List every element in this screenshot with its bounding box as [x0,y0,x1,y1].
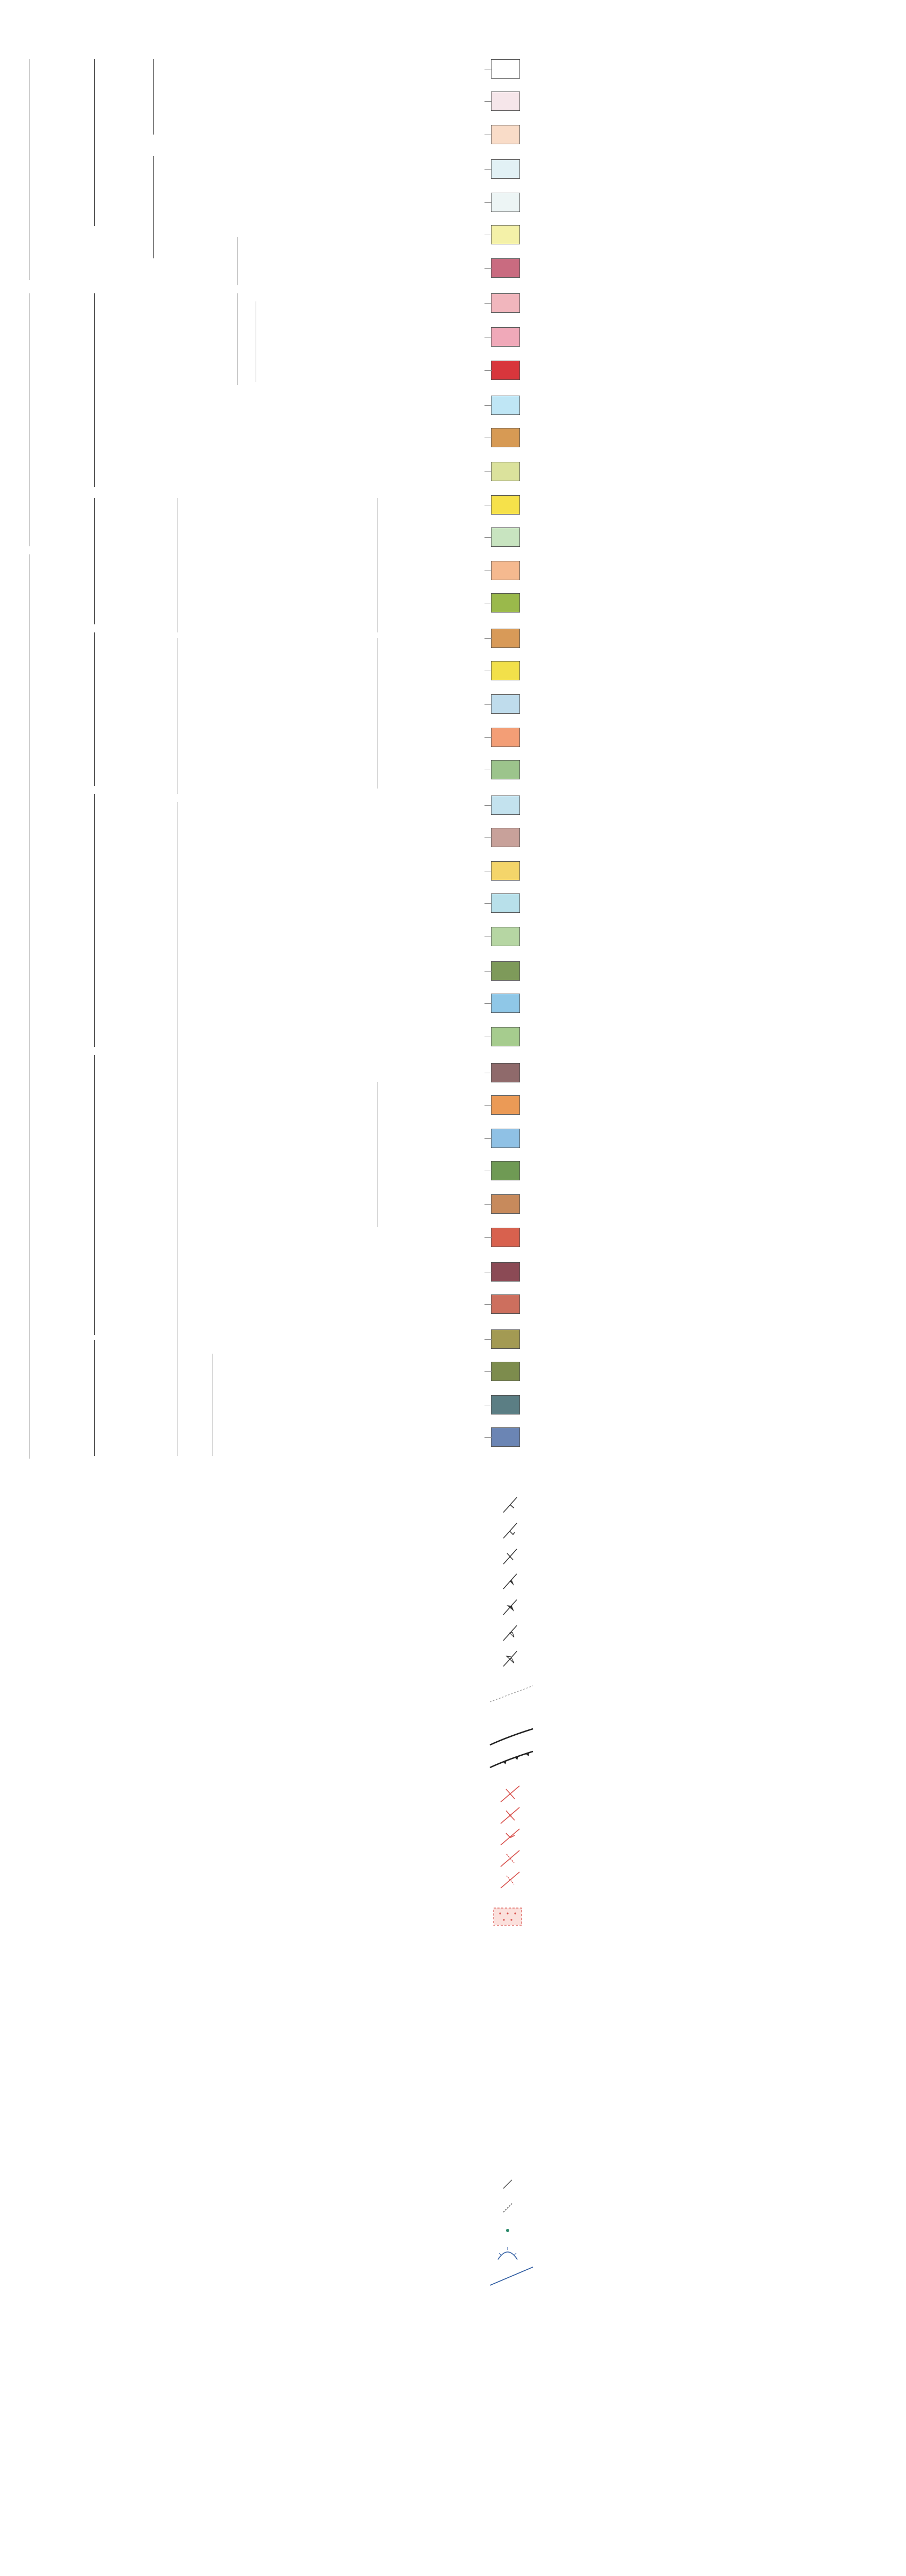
unit-color-box [491,1194,520,1214]
unit-color-box [491,1262,520,1282]
unit-connector [484,1437,492,1438]
unit-color-box [491,796,520,815]
unit-color-box [491,927,520,946]
unit-color-box [491,193,520,212]
unit-color-box [491,258,520,278]
unit-connector [484,1204,492,1205]
unit-connector [484,169,492,170]
unit-color-box [491,1095,520,1115]
unit-connector [484,903,492,904]
unit-connector [484,101,492,102]
unit-connector [484,837,492,838]
vertical-bedding-icon [487,1546,536,1567]
unit-color-box [491,760,520,779]
unit-connector [484,1105,492,1106]
unit-color-box [491,561,520,580]
unit-connector [484,1138,492,1139]
unit-connector [484,971,492,972]
unit-connector [484,471,492,472]
unit-connector [484,1371,492,1372]
unit-connector [484,1237,492,1238]
unit-connector [484,370,492,371]
unit-color-box [491,1395,520,1414]
unit-color-box [491,1329,520,1349]
unit-connector [484,537,492,538]
unit-color-box [491,861,520,881]
antiform-icon [487,1848,536,1870]
unit-color-box [491,159,520,179]
unit-connector [484,1339,492,1340]
anticline-icon [487,1784,536,1805]
thrust-fault-icon [487,1748,536,1770]
unit-color-box [491,661,520,680]
contact-aureole-icon [487,1906,536,1927]
unit-connector [484,1003,492,1004]
unit-color-box [491,1129,520,1148]
bedding-dip-icon [487,1494,536,1516]
synform-icon [487,1870,536,1891]
unit-color-box [491,92,520,111]
fault-icon [487,1726,536,1747]
unit-color-box [491,961,520,981]
unit-connector [484,704,492,705]
unit-connector [484,638,492,639]
unit-color-box [491,495,520,515]
unit-color-box [491,125,520,144]
unit-color-box [491,629,520,648]
unit-connector [484,303,492,304]
landslide-scarp-icon [487,2220,536,2241]
overturned-syncline-icon [487,1827,536,1848]
unit-color-box [491,1161,520,1180]
vertical-schistosity-icon [487,1648,536,1670]
unit-color-box [491,396,520,415]
unit-color-box [491,462,520,481]
unit-color-box [491,225,520,244]
syncline-icon [487,1805,536,1827]
unit-color-box [491,828,520,847]
linear-depression-icon [487,2242,536,2264]
unit-color-box [491,593,520,613]
unit-connector [484,1304,492,1305]
unit-color-box [491,1228,520,1247]
unit-color-box [491,361,520,380]
closed-quarry-icon [487,2172,536,2194]
unit-color-box [491,1427,520,1447]
unit-connector [484,805,492,806]
schistosity-icon [487,1622,536,1644]
unit-connector [484,202,492,203]
unit-color-box [491,994,520,1013]
bedding-trace-icon [487,1683,536,1704]
unit-color-box [491,59,520,79]
vertical-flow-icon [487,1596,536,1618]
unit-color-box [491,293,520,313]
overturned-bedding-icon [487,1520,536,1542]
unit-color-box [491,327,520,347]
unit-color-box [491,728,520,747]
unit-color-box [491,694,520,714]
unit-color-box [491,893,520,913]
unit-connector [484,737,492,738]
landslide-mass-icon [487,2265,536,2286]
unit-connector [484,405,492,406]
unit-connector [484,268,492,269]
unit-color-box [491,1063,520,1082]
unit-color-box [491,428,520,447]
flow-structure-icon [487,1571,536,1592]
unit-color-box [491,527,520,547]
surface-failure-icon [487,2196,536,2218]
unit-color-box [491,1362,520,1381]
unit-color-box [491,1027,520,1046]
unit-color-box [491,1294,520,1314]
